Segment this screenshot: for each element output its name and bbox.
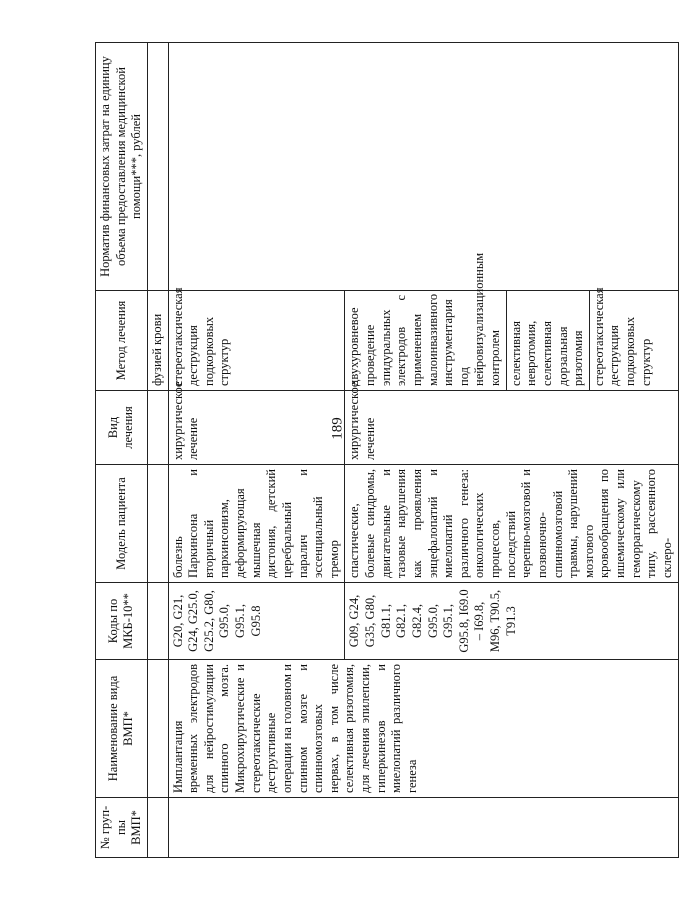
cell-vmp-name: Имплантация временных электродов для нейростимуляции спинного мозга. Микрохирургические и стереотаксические деструктивные операции на головном и спинном мозге и спинномозговых нервах, в том числе селективная ризотомия, для лечения эпилепсии, гиперкинезов и миелопатий различного генеза (168, 660, 678, 798)
method-item: селективная невротомия, селективная дорзальная ризотомия (506, 291, 587, 390)
cell-treatment-type: хирургическое лечение (345, 391, 678, 465)
method-item: двухуровневое проведение эпидуральных электродов с применением малоинвазивного инструментария под нейровизуализационным контролем (347, 252, 502, 386)
cell-icd-codes (147, 583, 168, 660)
header-icd-codes: Коды по МКБ-10** (96, 583, 148, 660)
cell-treatment-type (147, 391, 168, 465)
header-treatment-method: Метод лечения (96, 291, 148, 391)
cell-treatment-method: фузией крови (147, 291, 168, 391)
header-treatment-type: Вид лечения (96, 391, 148, 465)
header-group-number: № груп-пы ВМП* (96, 798, 148, 858)
table-header-row (96, 43, 148, 858)
table-row (168, 43, 345, 858)
header-vmp-name: Наименование вида ВМП* (96, 660, 148, 798)
header-patient-model: Модель пациента (96, 465, 148, 583)
cell-treatment-method (345, 252, 678, 391)
cell-vmp-name (147, 660, 168, 798)
method-item: стереотаксическая деструкция подкорковых структур (589, 291, 655, 390)
cell-patient-model: спастические, болевые синдромы, двигательные и тазовые нарушения как проявления энцефалопатий и миелопатий различного генеза: онкологических процессов, последствий черепно-мозговой и позвоночно-спинномозговой травмы, нарушений мозгового кровообращения по ишемическому или геморрагическому типу, рассеянного склеро- (345, 465, 678, 583)
page-number: 189 (329, 417, 346, 440)
cell-group-number (147, 798, 168, 858)
header-financial-norm: Норматив финансовых затрат на единицу объема предоставления медицинской помощи***, рублей (96, 43, 148, 291)
table-row (147, 43, 168, 858)
cell-group-number (168, 798, 678, 858)
rotated-page (95, 43, 674, 858)
cell-treatment-method: стереотаксическая деструкция подкорковых структур (168, 291, 345, 391)
cell-icd-codes: G09, G24, G35, G80, G81.1, G82.1, G82.4, G95.0, G95.1, G95.8, I69.0 – I69.8, M96, T90.5, T91.3 (345, 583, 678, 660)
cell-financial-norm (147, 43, 168, 291)
cell-treatment-type: хирургическое лечение (168, 391, 345, 465)
cell-patient-model: болезнь Паркинсона и вторичный паркинсонизм, деформирующая мышечная дистония, детский церебральный паралич и эссенциальный тремор (168, 465, 345, 583)
treatment-table (95, 42, 679, 858)
cell-financial-norm (168, 43, 678, 291)
cell-icd-codes: G20, G21, G24, G25.0, G25.2, G80, G95.0, G95.1, G95.8 (168, 583, 345, 660)
cell-patient-model (147, 465, 168, 583)
